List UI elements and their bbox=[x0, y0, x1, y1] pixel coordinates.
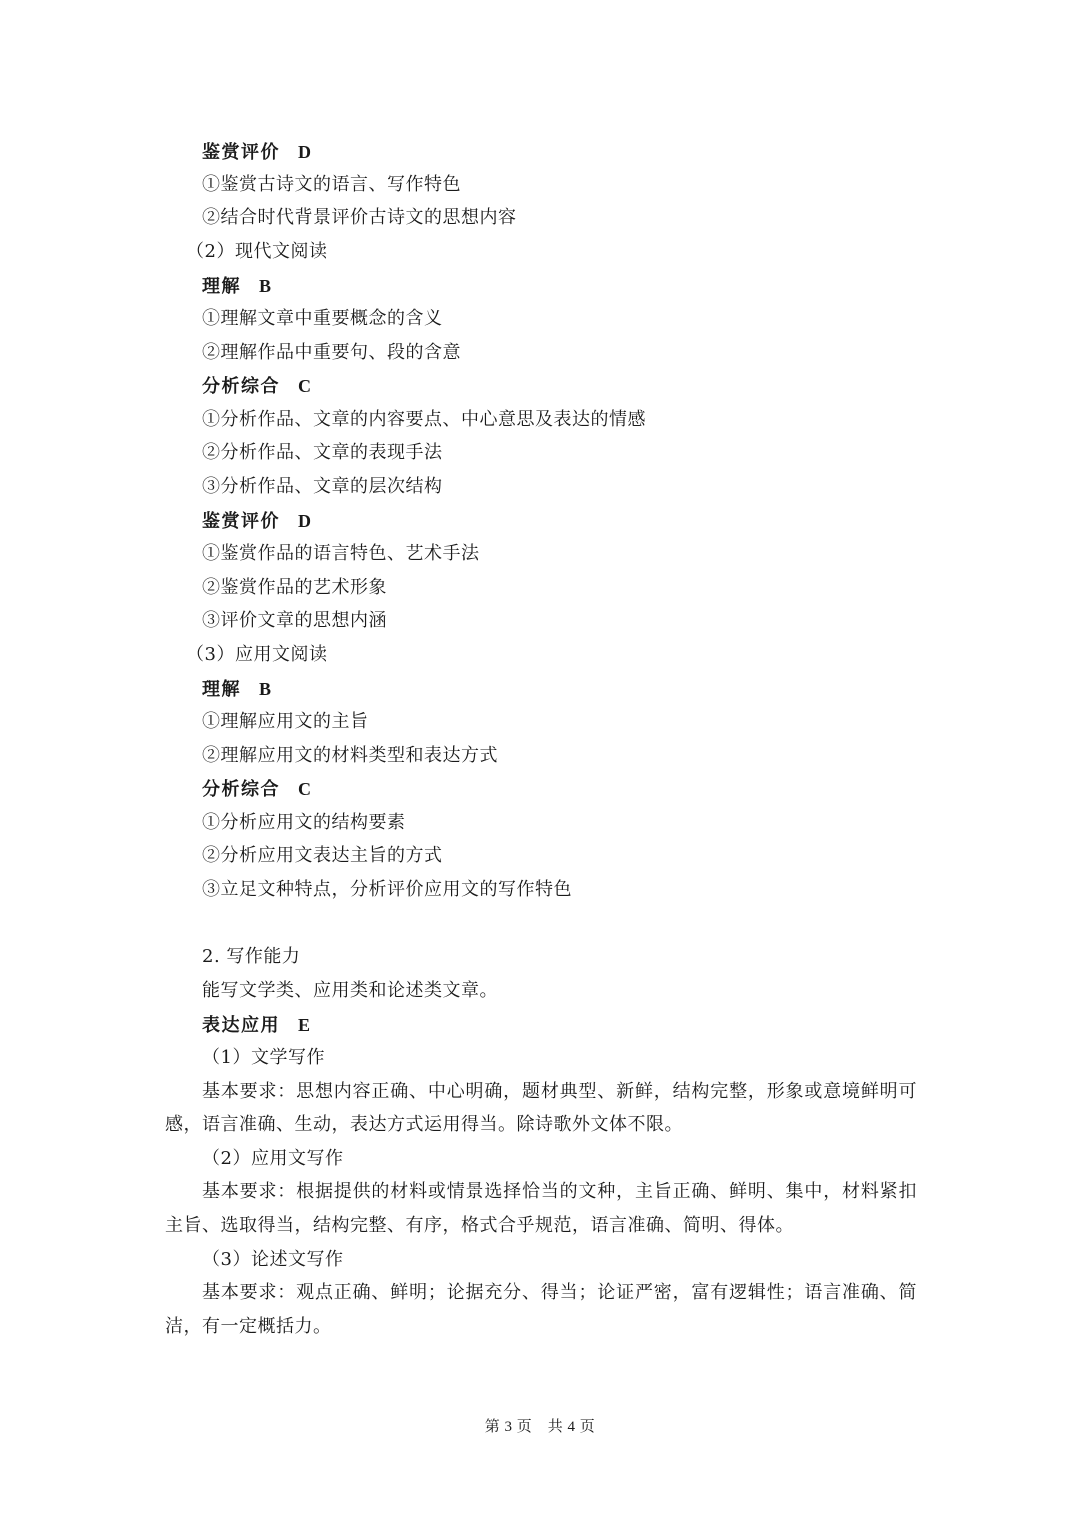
paragraph-line: 基本要求：根据提供的材料或情景选择恰当的文种，主旨正确、鲜明、集中，材料紧扣 bbox=[202, 1181, 918, 1202]
level-badge: D bbox=[298, 142, 311, 162]
list-item: ②理解应用文的材料类型和表达方式 bbox=[202, 745, 498, 766]
paragraph-line: 基本要求：观点正确、鲜明；论据充分、得当；论证严密，富有逻辑性；语言准确、简 bbox=[202, 1282, 918, 1303]
list-item: ②分析作品、文章的表现手法 bbox=[202, 442, 443, 463]
section-heading bbox=[202, 509, 311, 534]
paragraph-line: 主旨、选取得当，结构完整、有序，格式合乎规范，语言准确、简明、得体。 bbox=[165, 1215, 794, 1236]
subsection-title: （2）现代文阅读 bbox=[186, 241, 328, 262]
section-heading bbox=[202, 1013, 310, 1038]
list-item: ③立足文种特点，分析评价应用文的写作特色 bbox=[202, 879, 572, 900]
heading-label: 分析综合 bbox=[202, 376, 280, 397]
subsection-title: （3）应用文阅读 bbox=[186, 644, 328, 665]
list-item: ②结合时代背景评价古诗文的思想内容 bbox=[202, 207, 517, 228]
page-number: 第 3 页 共 4 页 bbox=[484, 1419, 596, 1435]
subsection-title: （2）应用文写作 bbox=[202, 1148, 344, 1169]
list-item: ①分析应用文的结构要素 bbox=[202, 812, 406, 833]
list-item: ①理解应用文的主旨 bbox=[202, 711, 369, 732]
list-item: ①理解文章中重要概念的含义 bbox=[202, 308, 443, 329]
list-item: ③分析作品、文章的层次结构 bbox=[202, 476, 443, 497]
section-title: 2. 写作能力 bbox=[202, 946, 301, 967]
level-badge: B bbox=[259, 679, 272, 699]
list-item: ②分析应用文表达主旨的方式 bbox=[202, 845, 443, 866]
section-heading bbox=[202, 140, 311, 165]
level-badge: C bbox=[298, 779, 311, 799]
section-heading bbox=[202, 374, 311, 399]
list-item: ②理解作品中重要句、段的含意 bbox=[202, 342, 461, 363]
heading-label: 鉴赏评价 bbox=[202, 142, 280, 163]
section-heading bbox=[202, 777, 311, 802]
section-intro: 能写文学类、应用类和论述类文章。 bbox=[202, 980, 498, 1001]
heading-label: 分析综合 bbox=[202, 779, 280, 800]
heading-label: 理解 bbox=[202, 679, 241, 700]
section-heading bbox=[202, 677, 271, 702]
level-badge: C bbox=[298, 376, 311, 396]
paragraph-line: 洁，有一定概括力。 bbox=[165, 1316, 332, 1337]
level-badge: D bbox=[298, 511, 311, 531]
paragraph-line: 基本要求：思想内容正确、中心明确，题材典型、新鲜，结构完整，形象或意境鲜明可 bbox=[202, 1081, 918, 1102]
list-item: ①鉴赏古诗文的语言、写作特色 bbox=[202, 174, 461, 195]
level-badge: E bbox=[298, 1015, 311, 1035]
heading-label: 表达应用 bbox=[202, 1015, 280, 1036]
subsection-title: （1）文学写作 bbox=[202, 1047, 325, 1068]
heading-label: 理解 bbox=[202, 276, 241, 297]
level-badge: B bbox=[259, 276, 272, 296]
list-item: ③评价文章的思想内涵 bbox=[202, 610, 387, 631]
heading-label: 鉴赏评价 bbox=[202, 511, 280, 532]
list-item: ①分析作品、文章的内容要点、中心意思及表达的情感 bbox=[202, 409, 646, 430]
list-item: ②鉴赏作品的艺术形象 bbox=[202, 577, 387, 598]
paragraph-line: 感，语言准确、生动，表达方式运用得当。除诗歌外文体不限。 bbox=[165, 1114, 683, 1135]
subsection-title: （3）论述文写作 bbox=[202, 1249, 344, 1270]
list-item: ①鉴赏作品的语言特色、艺术手法 bbox=[202, 543, 480, 564]
section-heading bbox=[202, 274, 271, 299]
